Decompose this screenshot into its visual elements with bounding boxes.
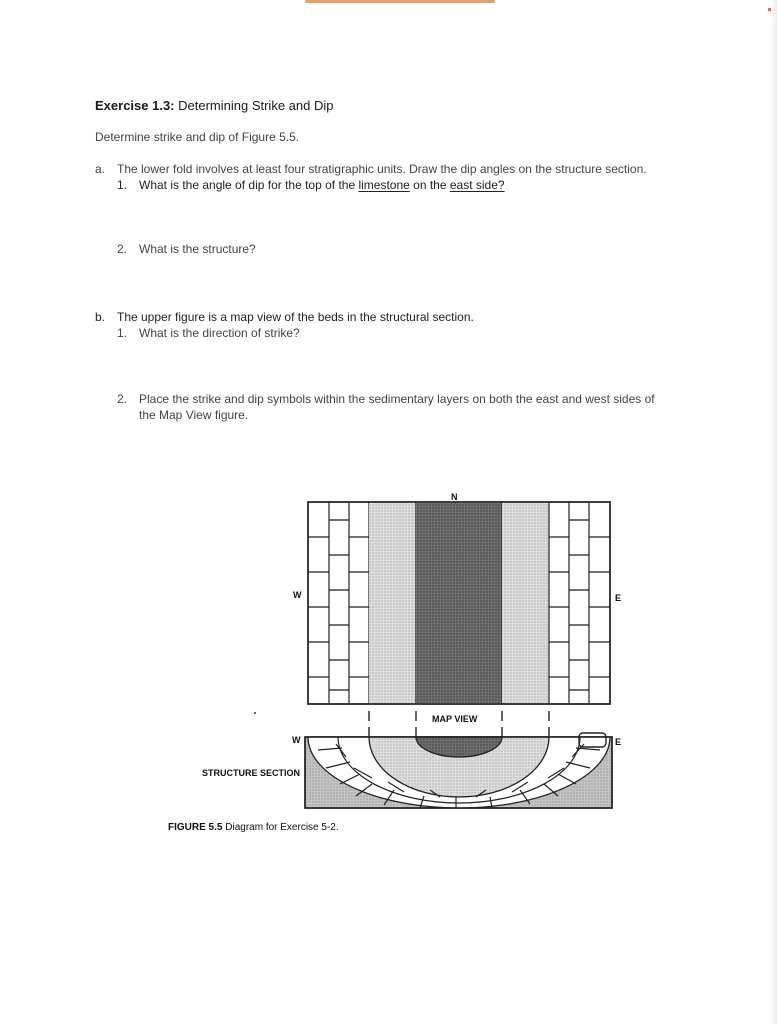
west-sandstone-band [369, 503, 416, 703]
part-a-question-1: 1. What is the angle of dip for the top of the limestone on the east side? [117, 178, 505, 192]
structure-section [305, 733, 612, 808]
north-label: N [451, 492, 458, 502]
exercise-intro: Determine strike and dip of Figure 5.5. [95, 130, 300, 144]
part-b-question-2: 2. Place the strike and dip symbols within the sedimentary layers on both the east and west sides of [117, 392, 655, 406]
exercise-title: Exercise 1.3: Determining Strike and Dip [95, 98, 334, 113]
stray-dot [254, 712, 256, 714]
map-view-label: MAP VIEW [432, 714, 478, 724]
east-label-map: E [615, 593, 622, 603]
central-dark-band [416, 503, 502, 703]
part-a-question-2: 2. What is the structure? [117, 242, 256, 256]
part-b-question-1: 1. What is the direction of strike? [117, 326, 300, 340]
east-label-section: E [615, 737, 622, 747]
part-a-text: a. The lower fold involves at least four stratigraphic units. Draw the dip angles on the structure section. [95, 162, 647, 176]
east-sandstone-band [502, 503, 549, 703]
figure-caption: FIGURE 5.5 Diagram for Exercise 5-2. [168, 822, 339, 833]
structure-section-label: STRUCTURE SECTION [202, 768, 301, 778]
part-b-text: b. The upper figure is a map view of the beds in the structural section. [95, 310, 474, 324]
part-b-question-2-cont: the Map View figure. [139, 408, 249, 422]
west-label-section: W [292, 735, 301, 745]
west-label-map: W [293, 590, 302, 600]
map-view [308, 502, 610, 704]
